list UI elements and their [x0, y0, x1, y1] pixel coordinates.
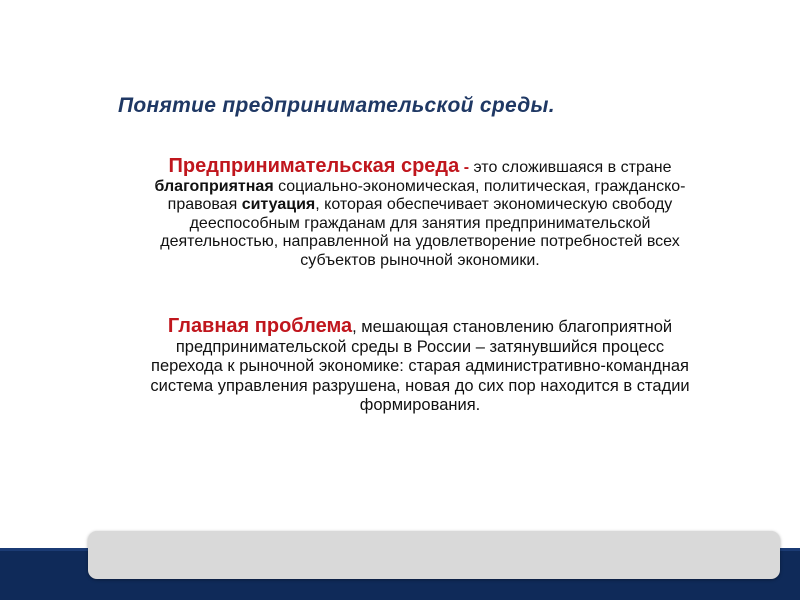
footer-text-box — [88, 531, 780, 579]
definition-line-1-rest: это сложившаяся в стране — [469, 159, 672, 176]
problem-line-1-rest: , мешающая становлению благоприятной — [352, 318, 673, 336]
definition-line-2 — [40, 178, 800, 197]
problem-line-3: перехода к рыночной экономике: старая административно-командная — [151, 357, 689, 375]
problem-term: Главная проблема — [167, 315, 353, 337]
definition-keyword-situation: ситуация — [241, 196, 316, 213]
definition-term: Предпринимательская среда — [168, 155, 460, 177]
problem-line-5: формирования. — [359, 396, 481, 414]
definition-dash: - — [463, 159, 470, 176]
definition-line-5: деятельностью, направленной на удовлетворение потребностей всех — [160, 233, 680, 250]
definition-keyword-favorable: благоприятная — [154, 177, 274, 195]
definition-line-3-start: правовая — [167, 196, 242, 213]
slide-title: Понятие предпринимательской среды. — [118, 94, 555, 117]
definition-line-3 — [40, 196, 800, 215]
problem-line-2: предпринимательской среды в России – затянувшийся процесс — [175, 337, 665, 356]
definition-line-2-rest: социально-экономическая, политическая, гражданско- — [273, 177, 686, 195]
definition-line-4: дееспособным гражданам для занятия предпринимательской — [189, 214, 651, 232]
definition-line-3-rest: , которая обеспечивает экономическую свободу — [315, 196, 673, 213]
definition-line-6: субъектов рыночной экономики. — [300, 251, 540, 269]
problem-line-4: система управления разрушена, новая до сих пор находится в стадии — [150, 376, 690, 395]
definition-line-1 — [40, 157, 800, 178]
problem-line-1 — [40, 317, 800, 338]
definition-paragraph — [40, 157, 800, 270]
problem-paragraph — [40, 317, 800, 416]
